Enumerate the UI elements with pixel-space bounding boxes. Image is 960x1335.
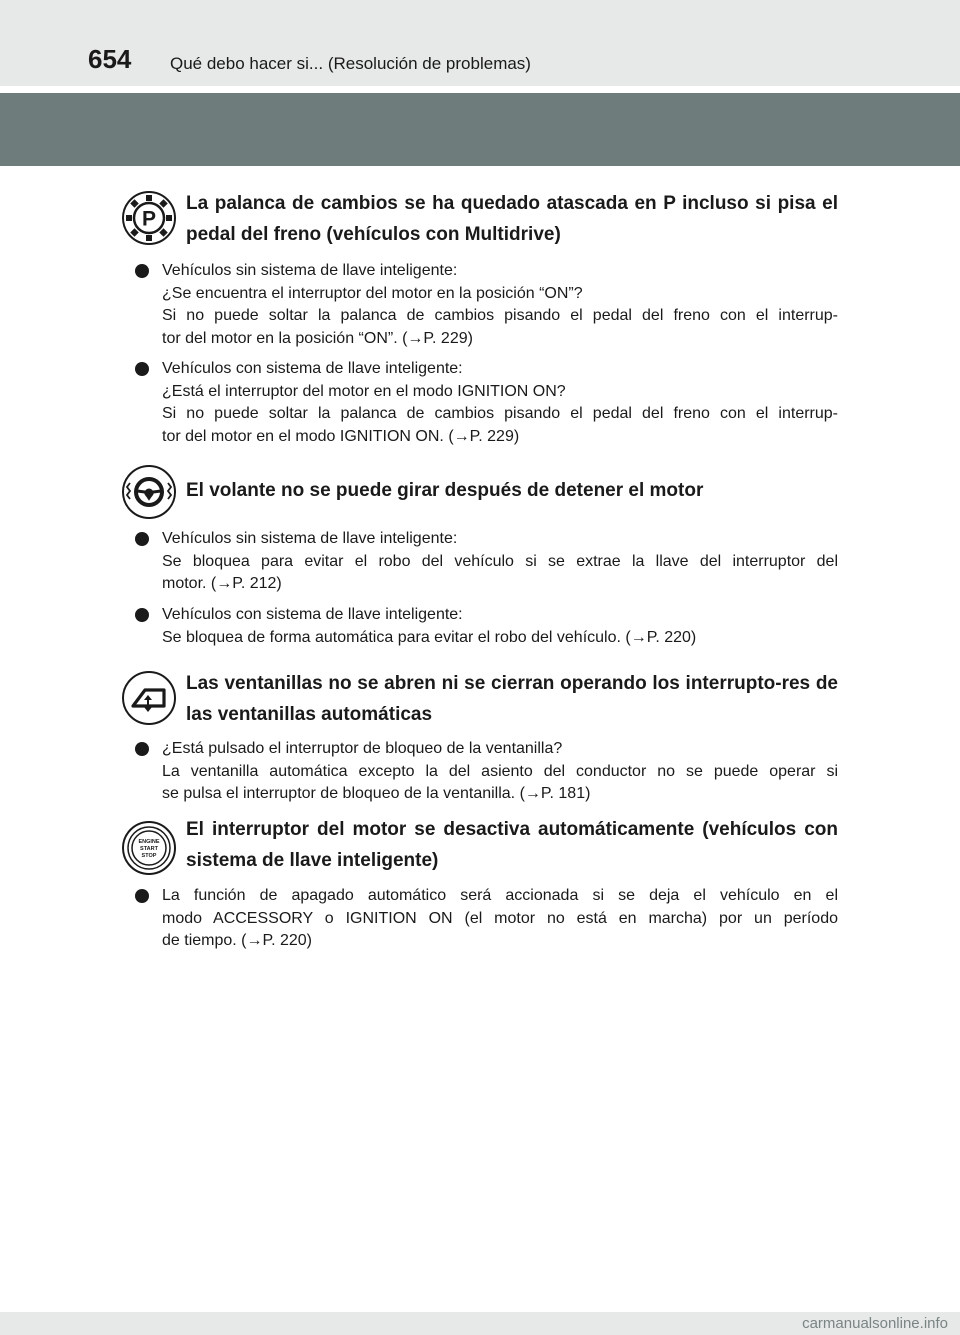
item-line: motor. (→P. 212) (162, 575, 282, 592)
steering-wheel-icon (121, 464, 177, 520)
bullet-icon (135, 264, 149, 278)
header-band (0, 93, 960, 166)
bullet-icon (135, 742, 149, 756)
footer-watermark: carmanualsonline.info (802, 1315, 948, 1332)
item-line: La función de apagado automático será accionada si se deja el vehículo en el (162, 887, 838, 904)
icon-label: ENGINE (138, 839, 160, 845)
bullet-icon (135, 608, 149, 622)
item-line: tor del motor en el modo IGNITION ON. (→P. 229) (162, 427, 520, 445)
item-line: modo ACCESSORY o IGNITION ON (el motor no está en marcha) por un período (162, 909, 838, 927)
svg-text:P: P (141, 207, 157, 231)
shift-lever-p-icon (121, 190, 177, 246)
section-title: Las ventanillas no se abren ni se cierran operando los interrupto-res de las ventanillas automáticas (186, 673, 838, 725)
power-window-icon (121, 670, 177, 726)
item-line: Si no puede soltar la palanca de cambios pisando el pedal del freno con el interrup- (162, 405, 838, 422)
item-line: tor del motor en la posición “ON”. (→P. 229) (162, 329, 473, 347)
item-line: Se bloquea de forma automática para evitar el robo del vehículo. (→P. 220) (162, 628, 697, 646)
icon-label: STOP (141, 853, 157, 859)
section-title: La palanca de cambios se ha quedado atascada en P incluso si pisa el pedal del freno (vehículos con Multidrive) (186, 193, 838, 245)
engine-start-stop-icon (121, 820, 177, 876)
icon-label: START (140, 846, 158, 852)
item-line: Vehículos con sistema de llave inteligente: (162, 360, 463, 377)
item-line: Vehículos con sistema de llave inteligente: (162, 606, 463, 623)
item-line: de tiempo. (→P. 220) (162, 932, 313, 949)
item-line: La ventanilla automática excepto la del asiento del conductor no se puede operar si (162, 762, 838, 780)
item-line: ¿Está el interruptor del motor en el modo IGNITION ON? (162, 382, 566, 400)
item-line: se pulsa el interruptor de bloqueo de la ventanilla. (→P. 181) (162, 785, 591, 802)
item-line: ¿Está pulsado el interruptor de bloqueo de la ventanilla? (162, 740, 563, 757)
page-number: 654 (88, 44, 132, 74)
section-title: El volante no se puede girar después de detener el motor (186, 480, 704, 501)
item-line: Se bloquea para evitar el robo del vehículo si se extrae la llave del interruptor del (162, 552, 838, 570)
bullet-icon (135, 532, 149, 546)
item-line: Si no puede soltar la palanca de cambios pisando el pedal del freno con el interrup- (162, 307, 838, 324)
chapter-title: Qué debo hacer si... (Resolución de problemas) (170, 54, 531, 73)
section-title: El interruptor del motor se desactiva automáticamente (vehículos con sistema de llave inteligente) (186, 819, 838, 871)
bullet-icon (135, 362, 149, 376)
bullet-icon (135, 889, 149, 903)
item-line: Vehículos sin sistema de llave inteligente: (162, 262, 458, 279)
item-line: Vehículos sin sistema de llave inteligente: (162, 530, 458, 547)
item-line: ¿Se encuentra el interruptor del motor en la posición “ON”? (162, 284, 583, 302)
footer-bar (0, 1312, 960, 1335)
